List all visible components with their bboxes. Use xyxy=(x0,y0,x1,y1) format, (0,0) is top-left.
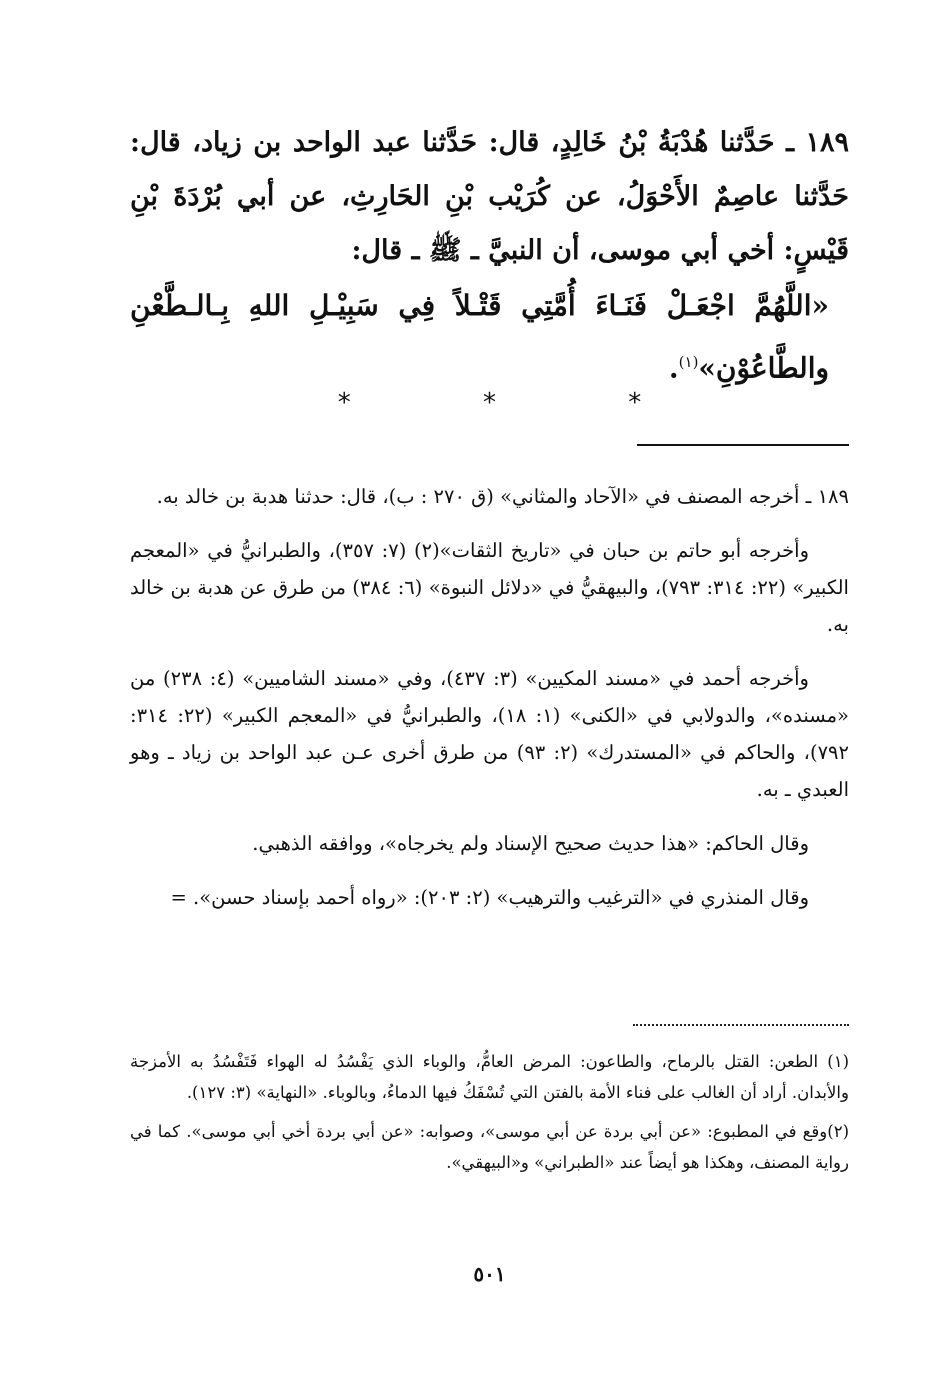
matn-text: «اللَّهُمَّ اجْعَـلْ فَنَـاءَ أُمَّتِي قَتْـلاً فِي سَبِيْـلِ اللهِ بِـالـطَّعْنِ والطَّاعُوْنِ» xyxy=(130,289,829,385)
book-page xyxy=(130,0,849,1392)
footnote-2: (٢)وقع في المطبوع: «عن أبي بردة عن أبي موسى»، وصوابه: «عن أبي بردة أخي أبي موسى». كما في رواية المصنف، وهكذا هو أيضاً عند «الطبراني» و«البيهقي». xyxy=(130,1122,849,1172)
hadith-block xyxy=(130,116,849,396)
takhrij-paragraph: ١٨٩ ـ أخرجه المصنف في «الآحاد والمثاني» (ق ٢٧٠ : ب)، قال: حدثنا هدبة بن خالد به. xyxy=(156,485,849,508)
footnote-divider xyxy=(637,444,849,446)
section-separator-stars: * * * xyxy=(337,388,704,418)
takhrij-paragraph: وأخرجه أحمد في «مسند المكيين» (٣: ٤٣٧)، وفي «مسند الشاميين» (٤: ٢٣٨) من «مسنده»، والدولابي في «الكنى» (١: ١٨)، والطبرانيُّ في «المعجم الكبير» (٢٢: ٣١٤: ٧٩٢)، والحاكم في «المستدرك» (٢: ٩٣) من طرق أخرى عـن عبد الواحد بن زياد ـ وهو العبدي ـ به. xyxy=(130,667,849,801)
footnote-1: (١) الطعن: القتل بالرماح، والطاعون: المرض العامُّ، والوباء الذي يَفْسُدُ له الهواء فَتَفْسُدُ به الأمزجة والأبدان. أراد أن الغالب على فناء الأمة بالفتن التي تُسْفَكُ فيها الدماءُ، وبالوباء. «النهاية» (٣: ١٢٧). xyxy=(130,1052,849,1102)
takhrij-paragraph: وقال المنذري في «الترغيب والترهيب» (٢: ٢٠٣): «رواه أحمد بإسناد حسن». = xyxy=(170,886,809,909)
page-number: ٥٠١ xyxy=(473,1262,506,1286)
takhrij-paragraph: وأخرجه أبو حاتم بن حبان في «تاريخ الثقات»(٢) (٧: ٣٥٧)، والطبرانيُّ في «المعجم الكبير» (٢٢: ٣١٤: ٧٩٣)، والبيهقيُّ في «دلائل النبوة» (٦: ٣٨٤) من طرق عن هدبة بن خالد به. xyxy=(130,539,849,636)
hadith-narration: ١٨٩ ـ حَدَّثنا هُدْبَةُ بْنُ خَالِدٍ، قال: حَدَّثنا عبد الواحد بن زياد، قال: حَدَّثنا عاصِمٌ الأَحْوَلُ، عن كُرَيْب بْنِ الحَارِثِ، عن أبي بُرْدَةَ بْنِ قَيْسٍ: أخي أبي موسى، أن النبيَّ ـ ﷺ ـ قال: xyxy=(130,127,849,266)
takhrij-paragraph: وقال الحاكم: «هذا حديث صحيح الإسناد ولم يخرجاه»، ووافقه الذهبي. xyxy=(252,832,809,855)
footnote-ref-1[interactable]: (١) xyxy=(678,353,699,371)
notes-divider xyxy=(633,1024,849,1026)
matn-end: . xyxy=(668,351,679,385)
hadith-matn xyxy=(130,278,849,396)
footnotes-block xyxy=(130,1046,849,1186)
takhrij-block xyxy=(130,478,849,933)
